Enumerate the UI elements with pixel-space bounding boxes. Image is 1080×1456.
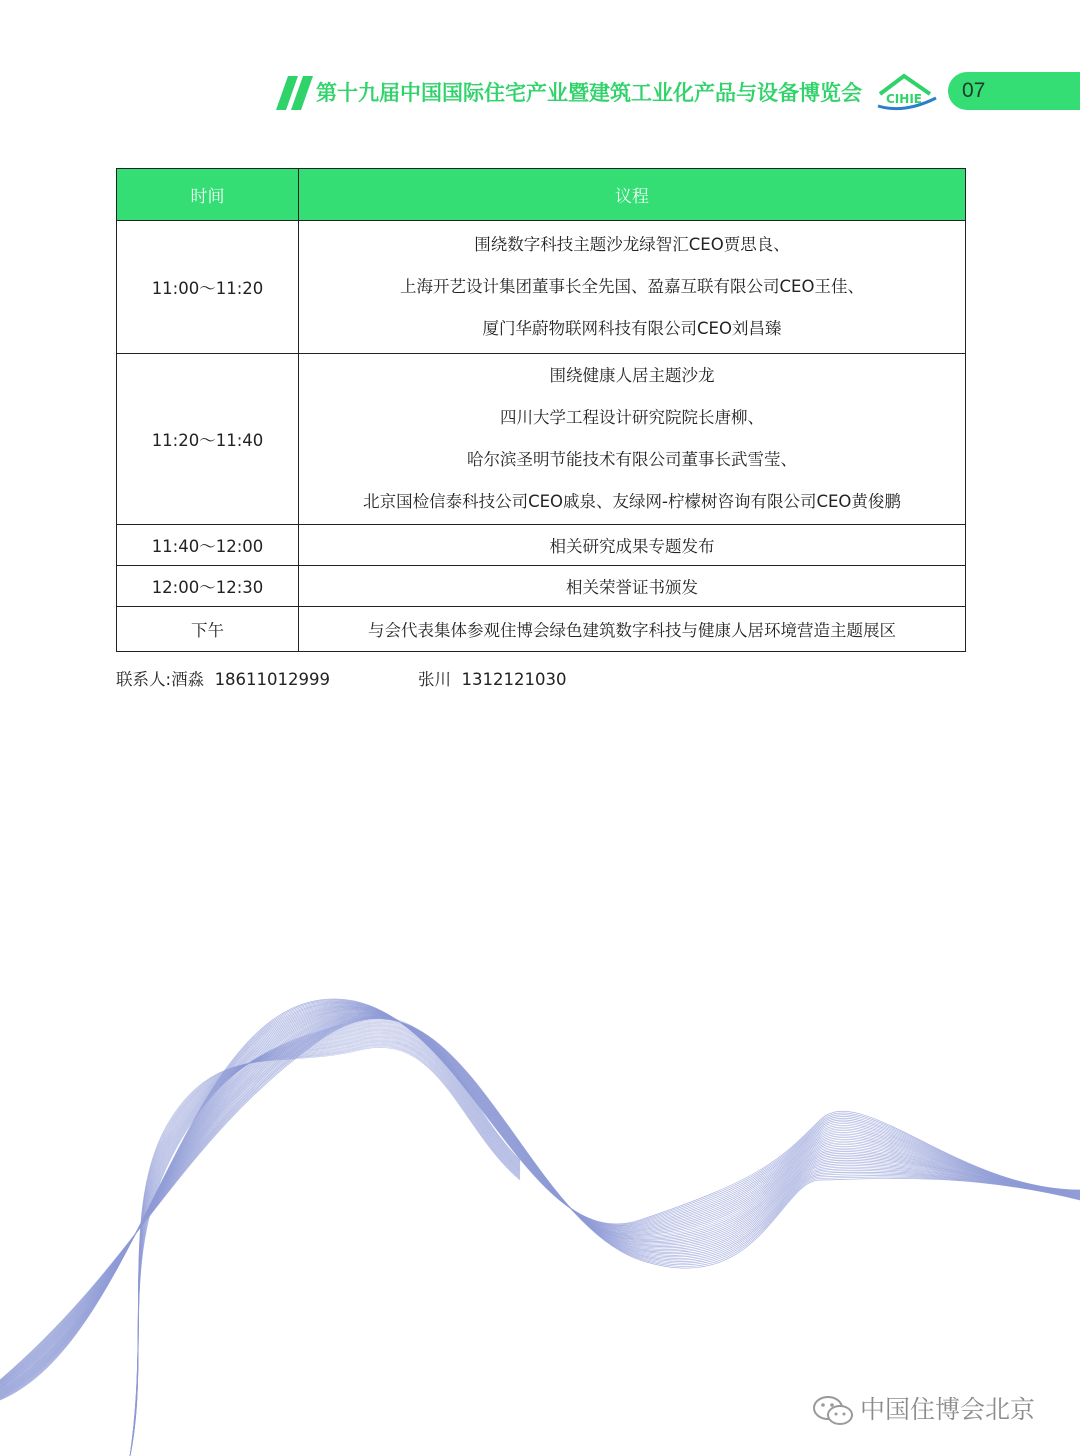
table-row: [117, 566, 966, 607]
wave-line: [0, 1008, 1080, 1393]
watermark: [812, 1390, 1035, 1430]
header-agenda: 议程: [299, 169, 966, 221]
page-header: [0, 0, 1080, 140]
wave-line: [0, 1014, 1080, 1388]
agenda-cell: 相关研究成果专题发布: [299, 525, 966, 566]
agenda-table: [116, 168, 966, 652]
time-cell: 11:20～11:40: [117, 354, 299, 525]
agenda-cell: 相关荣誉证书颁发: [299, 566, 966, 607]
cihie-logo: [874, 72, 938, 112]
table-row: [117, 354, 966, 525]
time-cell: 下午: [117, 607, 299, 652]
agenda-line: 四川大学工程设计研究院院长唐柳、: [500, 408, 764, 427]
agenda-line: 围绕健康人居主题沙龙: [549, 366, 715, 385]
time-cell: 12:00～12:30: [117, 566, 299, 607]
page-number: 07: [962, 79, 986, 102]
contact-label: 联系人:: [116, 670, 172, 689]
double-slash-icon: [276, 76, 316, 110]
wave-line: [0, 1018, 1080, 1380]
wave-line: [0, 1007, 1080, 1394]
wave-line: [0, 1012, 1080, 1389]
agenda-line: 围绕数字科技主题沙龙绿智汇CEO贾思良、: [474, 235, 790, 254]
contact-phone-1: 18611012999: [214, 670, 331, 689]
svg-text:CIHIE: CIHIE: [886, 92, 922, 106]
time-cell: 11:40～12:00: [117, 525, 299, 566]
time-cell: 11:00～11:20: [117, 221, 299, 354]
contact-person-1: 酒淼: [171, 670, 205, 689]
wave-line: [0, 1011, 1080, 1391]
agenda-line: 厦门华蔚物联网科技有限公司CEO刘昌臻: [482, 319, 782, 338]
table-row: [117, 221, 966, 354]
wechat-icon: [812, 1394, 854, 1428]
wave-line: [0, 1007, 1080, 1393]
table-row: [117, 525, 966, 566]
wave-line: [0, 1012, 1080, 1390]
wave-line: [0, 1009, 1080, 1393]
wave-line: [0, 1014, 1080, 1387]
agenda-cell: 与会代表集体参观住博会绿色建筑数字科技与健康人居环境营造主题展区: [299, 607, 966, 652]
decorative-wave: [0, 960, 1080, 1456]
contact-person-2: 张川: [418, 670, 452, 689]
wave-line: [0, 1010, 1080, 1391]
agenda-line: 上海开艺设计集团董事长全先国、盈嘉互联有限公司CEO王佳、: [400, 277, 864, 296]
table-row: [117, 607, 966, 652]
table-header-row: [117, 169, 966, 221]
agenda-line: 哈尔滨圣明节能技术有限公司董事长武雪莹、: [467, 450, 797, 469]
contact-phone-2: 1312121030: [461, 670, 567, 689]
event-title: 第十九届中国国际住宅产业暨建筑工业化产品与设备博览会: [316, 80, 862, 105]
wave-line: [0, 1013, 1080, 1388]
header-time: 时间: [117, 169, 299, 221]
watermark-text: 中国住博会北京: [860, 1395, 1036, 1424]
contact-info: [116, 668, 567, 692]
wave-line: [0, 1013, 1080, 1389]
wave-line: [0, 1011, 1080, 1390]
wave-line: [0, 1010, 1080, 1392]
agenda-cell: [299, 354, 966, 525]
agenda-line: 北京国检信泰科技公司CEO戚泉、友绿网-柠檬树咨询有限公司CEO黄俊鹏: [363, 492, 901, 511]
wave-line: [0, 1009, 1080, 1392]
agenda-cell: [299, 221, 966, 354]
